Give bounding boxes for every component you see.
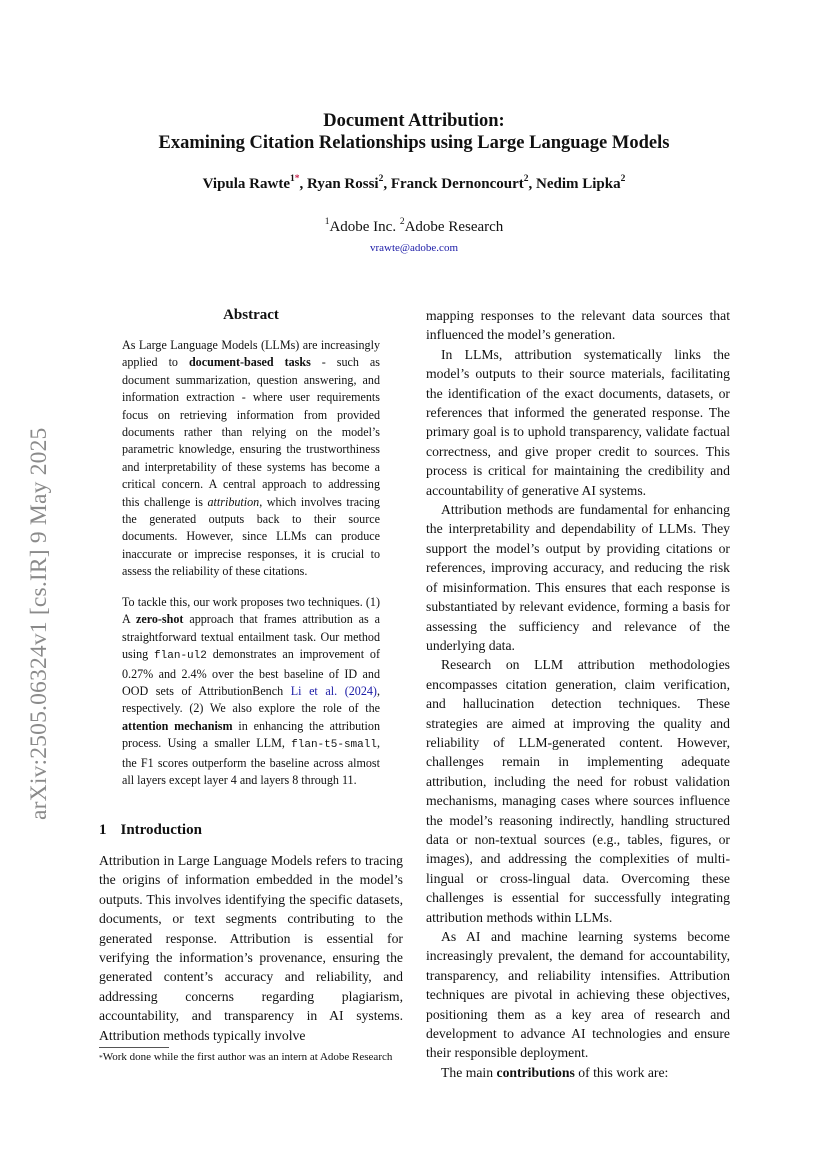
footnote-mark: *	[99, 1053, 103, 1062]
text: To tackle this, our work proposes two techniques. (1) A	[122, 595, 380, 627]
body-paragraph: As AI and machine learning systems become increasingly prevalent, the demand for accountability, transparency, and reliability intensifies. Attribution techniques are pivotal in achieving these objectives, positioning them as a key area of research and development to advance AI technologies and ensure their responsible deployment.	[426, 929, 730, 1061]
text: demonstrates an improvement of 0.27% and 2.4% over the best baseline of ID and OOD sets of AttributionBench	[122, 647, 380, 699]
text: - such as document summarization, question answering, and information extraction - where user requirements focus on retrieving information from provided documents rather than relying on the model’s parametric knowledge, ensuring the trustworthiness and interpretability of these systems has become a critical concern. A central approach to addressing this challenge is	[122, 355, 380, 509]
affil-org: Adobe Research	[404, 219, 504, 235]
author-name: Franck Dernoncourt	[390, 176, 524, 192]
citation-link[interactable]: Li et al. (2024)	[290, 684, 377, 699]
footnote	[99, 1050, 403, 1065]
bold-term: zero-shot	[135, 612, 184, 627]
affiliations	[0, 219, 828, 236]
italic-term: attribution	[207, 494, 260, 509]
body-paragraph: Attribution methods are fundamental for enhancing the interpretability and dependability of LLMs. They support the model’s output by providing citations or references, improving accuracy, and reducing the risk of misinformation. This ensures that each response is substantiated by relevant evidence, forming a basis for assessing the sufficiency and relevance of the underlying data.	[426, 502, 730, 653]
text: As Large Language Models (LLMs) are increasingly applied to	[122, 338, 380, 370]
abstract-heading: Abstract	[223, 307, 279, 323]
text: of this work are:	[574, 1064, 669, 1080]
author-name: Vipula Rawte	[202, 176, 291, 192]
intro-paragraph-left	[99, 851, 403, 1045]
footnote-divider	[99, 1047, 169, 1048]
author-list: Vipula Rawte$^{1*}$, Ryan Rossi$^2$, Franck Dernoncourt$^2$, Nedim Lipka$^2$	[202, 174, 626, 192]
title-line-1: Document Attribution:	[323, 111, 505, 131]
section-number: 1	[99, 822, 107, 838]
bold-term: contributions	[496, 1064, 575, 1080]
author-affil-sup: 1	[290, 174, 295, 184]
title-line-2: Examining Citation Relationships using Large Language Models	[158, 133, 670, 153]
body-paragraph: In LLMs, attribution systematically links the model’s outputs to their source materials, facilitating the identification of the exact documents, datasets, or references that informed the generated response. The primary goal is to uphold transparency, validate factual correctness, and give proper credit to sources. This process is critical for maintaining the credibility and accountability of generative AI systems.	[426, 346, 730, 498]
model-name-code: flan-t5-small	[291, 739, 377, 752]
text: in enhancing the attribution process. Using a smaller LLM,	[122, 718, 380, 751]
abstract-paragraph-1	[122, 337, 380, 581]
text: , the F1 scores outperform the baseline across almost all layers except layer 4 and layers 8 through 11.	[122, 736, 380, 788]
paper-title	[0, 110, 828, 154]
right-column	[426, 306, 730, 1082]
body-paragraph: mapping responses to the relevant data sources that influenced the model’s generation.	[426, 308, 730, 343]
abstract-paragraph-2	[122, 594, 380, 789]
text: , which involves tracing the generated outputs back to their source documents. However, since LLMs can produce inaccurate or imprecise responses, it is crucial to assess the reliability of these citations.	[122, 494, 380, 579]
body-text: Attribution in Large Language Models refers to tracing the origins of information embedded in the model’s outputs. This involves identifying the specific datasets, documents, or text segments contributing to the generated response. Attribution is essential for verifying the information’s provenance, ensuring the generated content’s accuracy and reliability, and addressing concerns regarding plagiarism, accountability, and transparency in AI systems. Attribution methods typically involve	[99, 853, 403, 1043]
text: The main	[441, 1064, 497, 1080]
affil-sup: 2	[399, 217, 405, 227]
author-affil-sup: 2	[620, 174, 626, 184]
contributions-lead	[426, 1063, 730, 1082]
affil-org: Adobe Inc.	[329, 219, 400, 235]
model-name-code: flan-ul2	[154, 650, 207, 663]
footnote-text: Work done while the first author was an intern at Adobe Research	[102, 1051, 393, 1063]
bold-term: document-based tasks	[188, 355, 311, 370]
text: approach that frames attribution as a straightforward textual entailment task. Our method using	[122, 612, 380, 662]
author-name: Nedim Lipka	[536, 176, 621, 192]
author-affil-sup: 2	[378, 174, 384, 184]
footnote-mark[interactable]: *	[294, 174, 300, 184]
body-paragraph: Research on LLM attribution methodologies encompasses citation generation, claim verification, and hallucination detection techniques. These strategies are aimed at improving the quality and reliability of LLM-generated content. However, challenges remain in implementing adequate attribution, including the need for robust validation mechanisms, managing cases where sources influence the model’s reasoning indirectly, handling structured data or non-textual sources (e.g., tables, figures, or images), and addressing the complexities of multi-lingual or cross-lingual data. Overcoming these challenges is essential for successfully integrating attribution methods within LLMs.	[426, 657, 730, 925]
section-title: Introduction	[120, 822, 202, 838]
author-affil-sup: 2	[523, 174, 529, 184]
author-name: Ryan Rossi	[307, 176, 379, 192]
text: , respectively. (2) We also explore the role of the	[122, 684, 380, 716]
section-heading-introduction	[99, 822, 202, 839]
author-email-link[interactable]: vrawte@adobe.com	[369, 242, 458, 254]
affil-sup: 1	[324, 217, 330, 227]
arxiv-identifier-stamp: arXiv:2505.06324v1 [cs.IR] 9 May 2025	[26, 427, 52, 820]
bold-term: attention mechanism	[122, 718, 233, 733]
